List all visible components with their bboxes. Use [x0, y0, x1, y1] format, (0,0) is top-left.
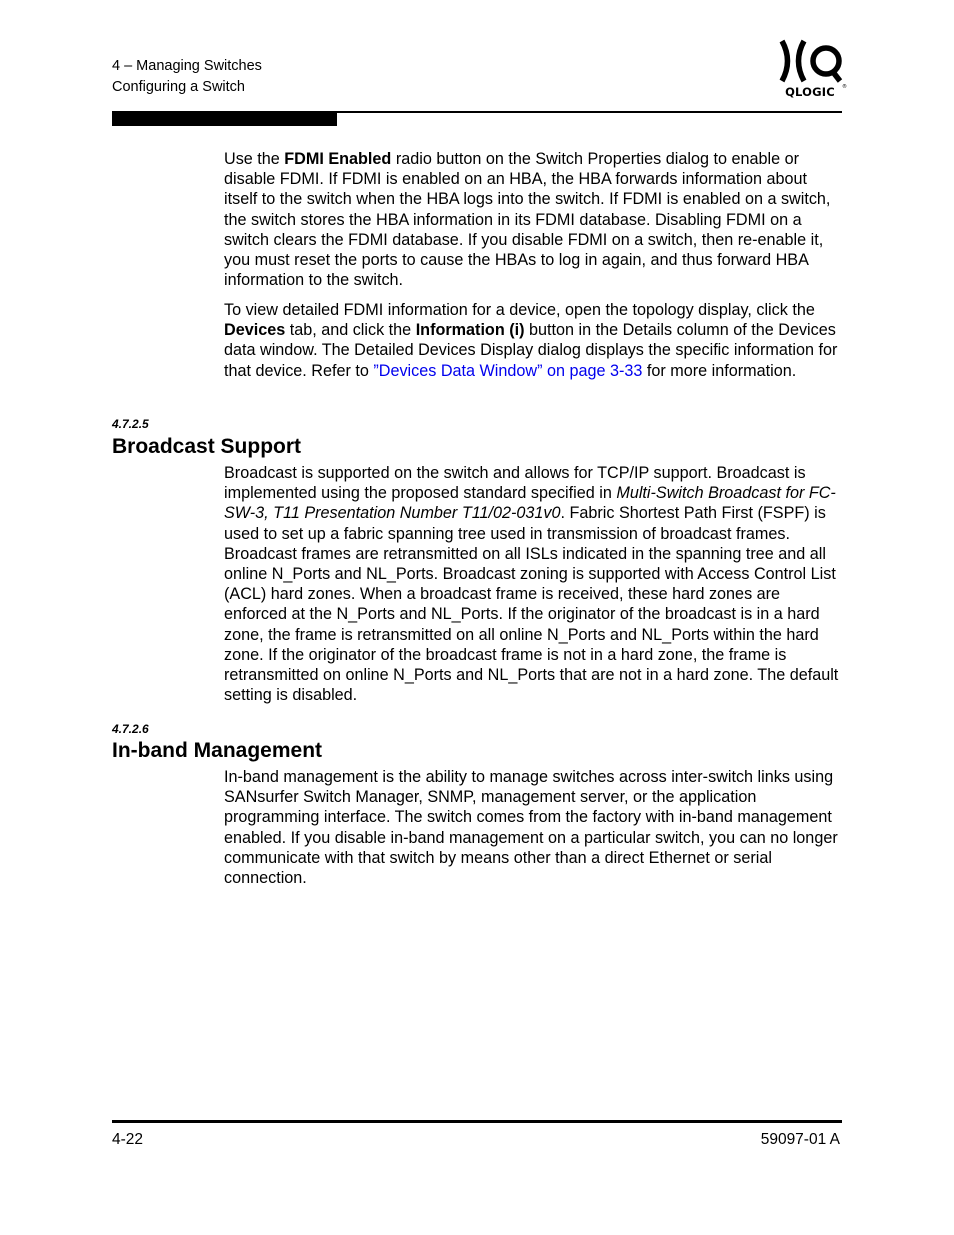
- footer-rule: [112, 1120, 842, 1123]
- broadcast-paragraph: Broadcast is supported on the switch and allows for TCP/IP support. Broadcast is implemented using the proposed standard specified in Multi-Switch Broadcast for FC-SW-3, T11 Presentation Number T11/02-031v0. Fabric Shortest Path First (FSPF) is used to set up a fabric spanning tree used in transmission of broadcast frames. Broadcast frames are retransmitted on all ISLs indicated in the spanning tree and all online N_Ports and NL_Ports. Broadcast zoning is supported with Access Control List (ACL) hard zones. When a broadcast frame is received, these hard zones are enforced at the N_Ports and NL_Ports. If the originator of the broadcast is in a hard zone, the frame is retransmitted on all online N_Ports and NL_Ports within the hard zone. If the originator of the broadcast frame is not in a hard zone, the frame is retransmitted on online N_Ports and NL_Ports that are not in a hard zone. The default setting is disabled.: [224, 464, 839, 705]
- qlogic-logo: [776, 38, 847, 100]
- inband-section-title: In-band Management: [112, 739, 323, 762]
- page-number: 4-22: [112, 1131, 144, 1148]
- broadcast-section-number: 4.7.2.5: [112, 417, 149, 431]
- ui-term-devices: Devices: [224, 321, 286, 340]
- broadcast-standard-reference: Multi-Switch Broadcast for FC-SW-3, T11 Presentation Number T11/02-031v0: [224, 484, 836, 523]
- running-header-chapter: 4 – Managing Switches: [112, 58, 262, 74]
- devices-data-window-link[interactable]: ”Devices Data Window” on page 3-33: [373, 361, 643, 380]
- logo-trademark: ®: [842, 84, 847, 90]
- inband-paragraph: In-band management is the ability to manage switches across inter-switch links using SANsurfer Switch Manager, SNMP, management server, or the application programming interface. The switch comes from the factory with in-band management enabled. If you disable in-band management on a particular switch, you can no longer communicate with that switch by means other than a direct Ethernet or serial connection.: [224, 768, 838, 888]
- intro-paragraph-1: Use the FDMI Enabled radio button on the Switch Properties dialog to enable or disable FDMI. If FDMI is enabled on an HBA, the HBA forwards information about itself to the switch when the HBA logs into the switch. If FDMI is enabled on a switch, the switch stores the HBA information in its FDMI database. Disabling FDMI on a switch clears the FDMI database. If you disable FDMI on a switch, then re-enable it, you must reset the ports to cause the HBAs to log in again, and thus forward HBA information to the switch.: [224, 150, 831, 290]
- qlogic-logo-icon: [776, 38, 844, 84]
- header-tab-bar: [112, 113, 337, 126]
- logo-wordmark: QLOGIC: [785, 85, 835, 99]
- inband-section-number: 4.7.2.6: [112, 722, 149, 736]
- ui-term-fdmi-enabled: FDMI Enabled: [284, 150, 392, 168]
- intro-paragraph-2: To view detailed FDMI information for a device, open the topology display, click the Devices tab, and click the Information (i) button in the Details column of the Devices data window. The Detailed Devices Display dialog displays the specific information for that device. Refer to ”Devices Data Window” on page 3-33 for more information.: [224, 301, 838, 380]
- running-header-section: Configuring a Switch: [112, 79, 245, 95]
- broadcast-section-title: Broadcast Support: [112, 435, 302, 458]
- ui-term-information: Information (i): [415, 321, 525, 340]
- document-id: 59097-01 A: [760, 1131, 840, 1148]
